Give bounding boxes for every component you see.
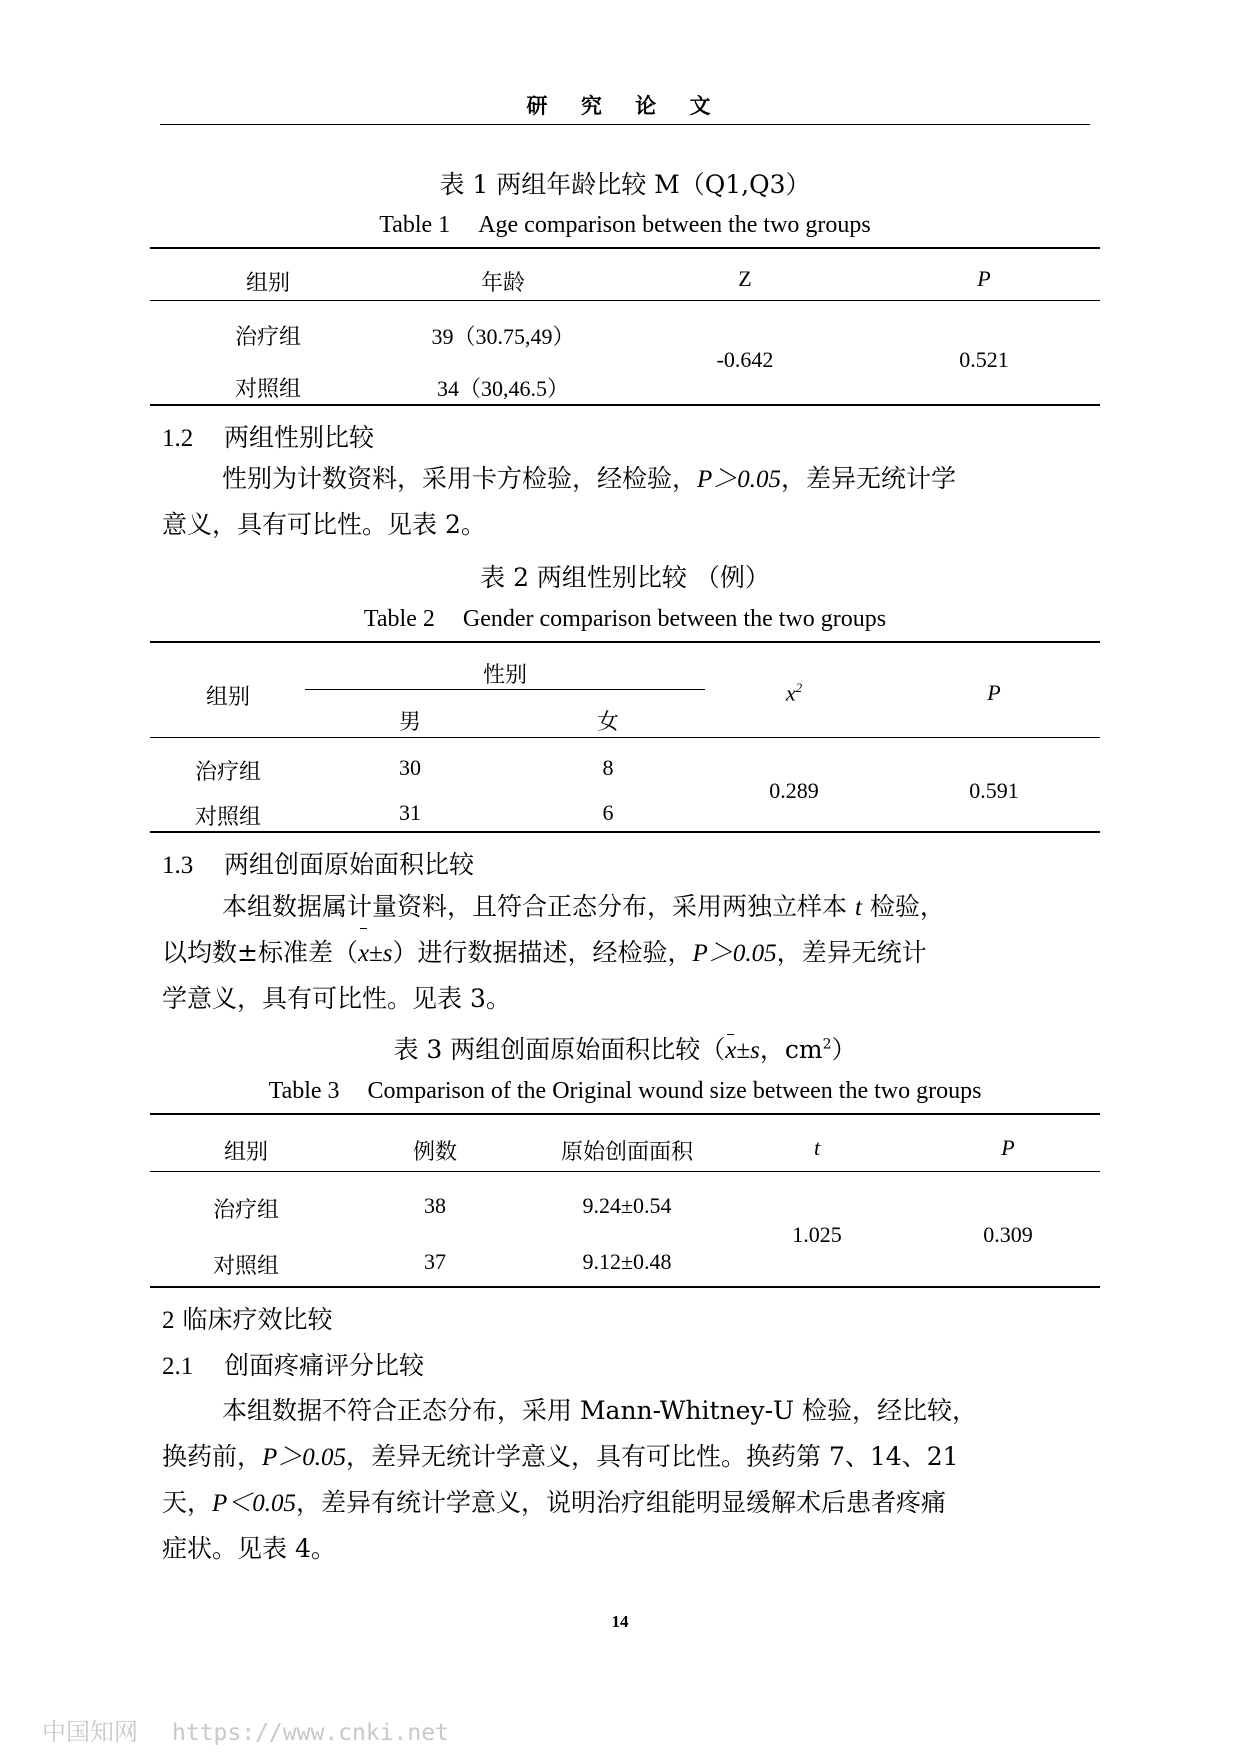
header-rule bbox=[160, 124, 1090, 125]
section-1-2-text-b: ，差异无统计学 bbox=[781, 464, 957, 493]
section-1-3-line-2 bbox=[162, 930, 1077, 977]
table3-caption-text-a: 表 3 两组创面原始面积比较（ bbox=[393, 1035, 726, 1064]
table3-p-value: 0.309 bbox=[983, 1222, 1033, 1247]
watermark bbox=[42, 1712, 449, 1747]
table3-header-group: 组别 bbox=[223, 1140, 269, 1165]
section-1-2-text-a: 性别为计数资料，采用卡方检验，经检验， bbox=[222, 464, 698, 493]
table1-row1-age: 39（30.75,49） bbox=[431, 324, 575, 349]
table1-row2-age: 34（30,46.5） bbox=[436, 376, 570, 401]
section-1-3-p-stat: P＞0.05 bbox=[692, 940, 777, 967]
table1-caption-en-label: Table 1 bbox=[379, 212, 451, 238]
section-1-3-mean-symbol: x bbox=[358, 931, 369, 977]
section-1-3-text-d: ）进行数据描述，经检验， bbox=[392, 938, 693, 967]
section-1-2-number: 1.2 bbox=[162, 425, 194, 452]
table3-caption-cn bbox=[150, 1030, 1100, 1066]
table2-chi-value: 0.289 bbox=[769, 778, 819, 803]
section-2-heading bbox=[162, 1300, 332, 1336]
table3-caption-en bbox=[150, 1078, 1100, 1105]
table1-caption-en-text: Age comparison between the two groups bbox=[478, 212, 871, 238]
section-1-3-t-symbol: t bbox=[854, 894, 862, 921]
table1-header-p: P bbox=[977, 266, 991, 291]
table3-row1-area: 9.24±0.54 bbox=[582, 1193, 672, 1218]
table3-row2-group: 对照组 bbox=[212, 1254, 280, 1279]
table3-caption-mean-symbol: x bbox=[725, 1037, 737, 1064]
table2-header-group: 组别 bbox=[205, 685, 251, 710]
table3-bottom-rule bbox=[150, 1286, 1100, 1288]
table2-header-p: P bbox=[987, 680, 1001, 705]
section-2-title: 临床疗效比较 bbox=[182, 1305, 333, 1334]
section-1-3-number: 1.3 bbox=[162, 852, 194, 879]
section-1-2-line-2: 意义，具有可比性。见表 2。 bbox=[162, 510, 486, 539]
table2-row2-male: 31 bbox=[399, 800, 421, 825]
running-header: 研 究 论 文 bbox=[526, 93, 724, 118]
table3-row1-count: 38 bbox=[424, 1193, 446, 1218]
table2-header-sex: 性别 bbox=[482, 663, 528, 688]
section-1-3-title: 两组创面原始面积比较 bbox=[224, 850, 475, 879]
section-2-1-number: 2.1 bbox=[162, 1353, 194, 1380]
section-1-3-text-e: ，差异无统计 bbox=[776, 938, 927, 967]
table2-bottom-rule bbox=[150, 831, 1100, 833]
table1-bottom-rule bbox=[150, 404, 1100, 406]
section-1-2-heading bbox=[162, 418, 374, 454]
page-number: 14 bbox=[611, 1612, 629, 1631]
section-2-number: 2 bbox=[162, 1307, 175, 1334]
table2-p-value: 0.591 bbox=[969, 778, 1019, 803]
section-2-1-line-3 bbox=[162, 1480, 1077, 1527]
table2-caption-en-label: Table 2 bbox=[363, 606, 435, 632]
table2-row1-male: 30 bbox=[399, 755, 421, 780]
table3-row2-count: 37 bbox=[424, 1249, 446, 1274]
table1-row1-group: 治疗组 bbox=[234, 325, 302, 350]
table3-mid-rule bbox=[150, 1171, 1100, 1172]
table3-caption-text-b: ，cm bbox=[759, 1035, 823, 1064]
section-2-1-line-2 bbox=[162, 1434, 1077, 1481]
table2-header-female: 女 bbox=[596, 710, 620, 735]
section-1-2-line-1 bbox=[162, 456, 1077, 503]
table3-t-value: 1.025 bbox=[792, 1222, 842, 1247]
table2-caption-en bbox=[150, 606, 1100, 633]
section-2-1-title: 创面疼痛评分比较 bbox=[224, 1351, 425, 1380]
table2-top-rule bbox=[150, 641, 1100, 643]
table3-row1-group: 治疗组 bbox=[212, 1198, 280, 1223]
watermark-url: https://www.cnki.net bbox=[172, 1720, 449, 1746]
table3-top-rule bbox=[150, 1113, 1100, 1115]
section-2-1-line-1: 本组数据不符合正态分布，采用 Mann-Whitney-U 检验，经比较， bbox=[222, 1396, 978, 1425]
section-1-2-title: 两组性别比较 bbox=[224, 423, 375, 452]
section-2-1-heading bbox=[162, 1346, 424, 1382]
table2-mid-rule bbox=[150, 737, 1100, 738]
table2-header-chi bbox=[786, 680, 802, 706]
table1-z-value: -0.642 bbox=[716, 347, 774, 372]
table1-mid-rule bbox=[150, 300, 1100, 301]
table2-header-chi-sup: 2 bbox=[795, 680, 803, 695]
table3-header-t: t bbox=[813, 1135, 821, 1160]
section-1-3-text-b: 检验， bbox=[861, 892, 945, 921]
watermark-site: 中国知网 bbox=[42, 1718, 138, 1746]
table1-caption-cn: 表 1 两组年龄比较 M（Q1,Q3） bbox=[439, 170, 811, 199]
section-1-3-text-a: 本组数据属计量资料，且符合正态分布，采用两独立样本 bbox=[222, 892, 855, 921]
table3-caption-en-label: Table 3 bbox=[268, 1078, 340, 1104]
section-1-3-text-c: 以均数±标准差（ bbox=[162, 938, 358, 967]
table2-row1-group: 治疗组 bbox=[194, 760, 262, 785]
table3-caption-sd-symbol: s bbox=[750, 1037, 760, 1064]
table3-row2-area: 9.12±0.48 bbox=[582, 1249, 672, 1274]
table2-row2-group: 对照组 bbox=[194, 805, 262, 830]
table3-caption-pm: ± bbox=[736, 1037, 751, 1064]
table3-header-area: 原始创面面积 bbox=[560, 1140, 694, 1165]
section-1-3-heading bbox=[162, 845, 474, 881]
section-2-1-p-stat-1: P＞0.05 bbox=[262, 1444, 347, 1471]
section-2-1-text-c: 天， bbox=[162, 1488, 213, 1517]
section-1-3-line-3: 学意义，具有可比性。见表 3。 bbox=[162, 984, 511, 1013]
section-1-3-pm: ± bbox=[369, 940, 383, 967]
table3-header-p: P bbox=[1001, 1135, 1015, 1160]
table1-top-rule bbox=[150, 247, 1100, 249]
table1-row2-group: 对照组 bbox=[234, 377, 302, 402]
table1-header-group: 组别 bbox=[245, 271, 291, 296]
table1-header-age: 年龄 bbox=[480, 271, 526, 296]
section-2-1-text-b: ，差异无统计学意义，具有可比性。换药第 7、14、21 bbox=[346, 1442, 959, 1471]
section-1-3-line-1 bbox=[162, 884, 1077, 931]
table2-header-chi-symbol: x bbox=[785, 680, 796, 706]
section-2-1-line-4: 症状。见表 4。 bbox=[162, 1534, 336, 1563]
section-2-1-text-a: 换药前， bbox=[162, 1442, 263, 1471]
table3-caption-en-text: Comparison of the Original wound size between the two groups bbox=[367, 1078, 982, 1104]
section-2-1-text-d: ，差异有统计学意义，说明治疗组能明显缓解术后患者疼痛 bbox=[296, 1488, 947, 1517]
table1-header-z: Z bbox=[738, 266, 752, 291]
table1-caption-en bbox=[150, 212, 1100, 239]
table3-caption-text-c: ） bbox=[831, 1035, 857, 1064]
table3-caption-sup: 2 bbox=[822, 1036, 832, 1053]
table2-row2-female: 6 bbox=[602, 800, 614, 825]
section-1-3-sd-symbol: s bbox=[382, 940, 393, 967]
table2-row1-female: 8 bbox=[602, 755, 614, 780]
table1-p-value: 0.521 bbox=[959, 347, 1009, 372]
table2-caption-cn: 表 2 两组性别比较 （例） bbox=[480, 563, 770, 592]
section-1-2-p-stat: P＞0.05 bbox=[697, 466, 782, 493]
table2-caption-en-text: Gender comparison between the two groups bbox=[462, 606, 887, 632]
table2-sub-rule bbox=[305, 689, 705, 690]
section-2-1-p-stat-2: P＜0.05 bbox=[212, 1490, 297, 1517]
table3-header-count: 例数 bbox=[412, 1140, 458, 1165]
table2-header-male: 男 bbox=[398, 710, 422, 735]
